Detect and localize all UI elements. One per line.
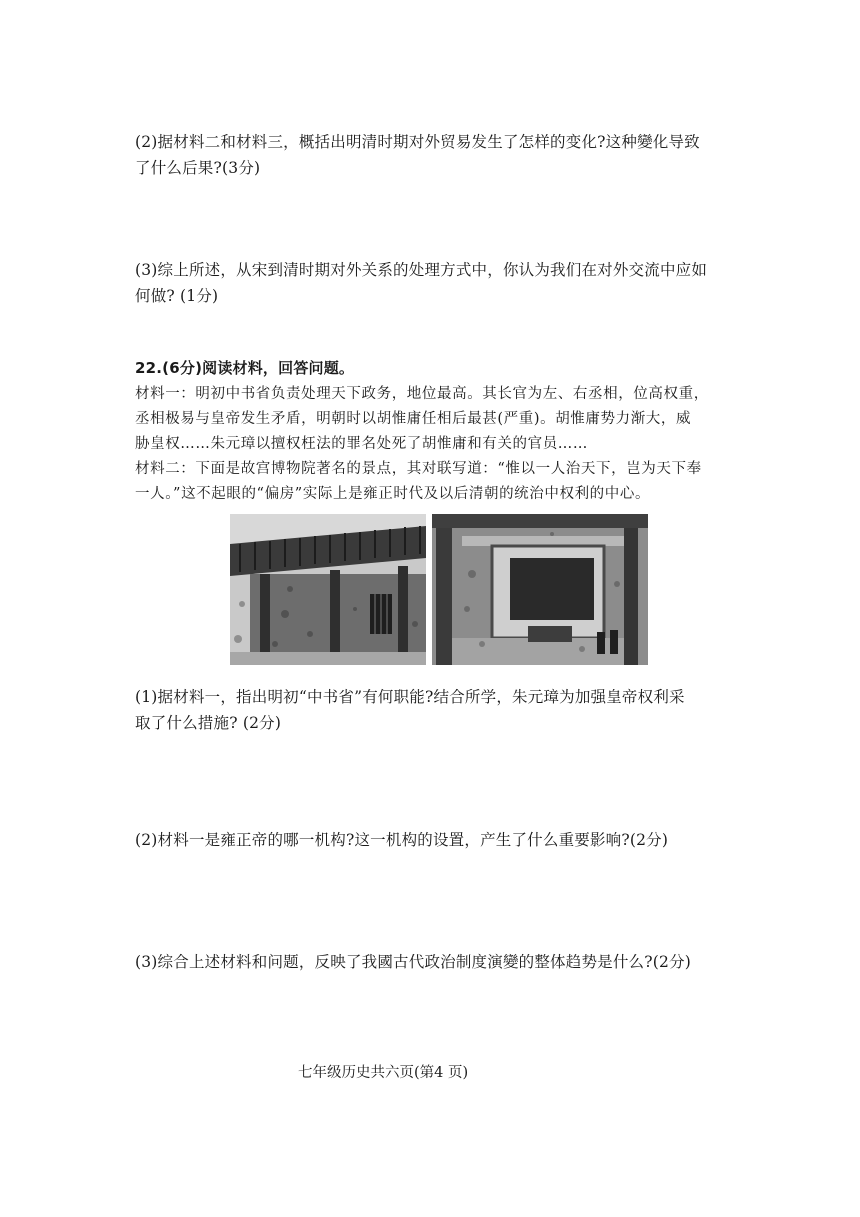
q22-material1-line1: 材料一：明初中书省负责处理天下政务，地位最高。其长官为左、右丞相，位高权重，: [135, 386, 709, 402]
q22-material2-line2: 一人。”这不起眼的“偏房”实际上是雍正时代及以后清朝的统治中权利的中心。: [135, 486, 651, 502]
q22-sub3-line1: (3)综合上述材料和问题，反映了我國古代政治制度演變的整体趋势是什么?(2分): [135, 953, 692, 971]
palace-exterior-photo: [230, 514, 426, 665]
q21-part2-line1: (2)据材料二和材料三，概括出明清时期对外贸易发生了怎样的变化?这种變化导致: [135, 133, 700, 151]
q22-heading: 22.(6分)阅读材料，回答问题。: [135, 359, 355, 377]
q22-material1-line3: 胁皇权……朱元璋以擅权枉法的罪名处死了胡惟庸和有关的官员……: [135, 436, 588, 452]
q22-sub1-line1: (1)据材料一，指出明初“中书省”有何职能?结合所学，朱元璋为加强皇帝权利采: [135, 688, 685, 706]
q21-part3-line1: (3)综上所述，从宋到清时期对外关系的处理方式中，你认为我们在对外交流中应如: [135, 261, 708, 279]
q21-part3-line2: 何做? (1分): [135, 287, 219, 305]
page-footer-text: 七年级历史共六页(第4 页): [298, 1065, 469, 1081]
q22-material2-line1: 材料二：下面是故宫博物院著名的景点，其对联写道：“惟以一人治天下，岂为天下奉: [135, 461, 702, 477]
q22-sub1-line2: 取了什么措施? (2分): [135, 714, 282, 732]
q22-sub2-line1: (2)材料一是雍正帝的哪一机构?这一机构的设置，产生了什么重要影响?(2分): [135, 831, 669, 849]
hall-interior-photo: [432, 514, 648, 665]
q22-material1-line2: 丞相极易与皇帝发生矛盾，明朝时以胡惟庸任相后最甚(严重)。胡惟庸势力渐大，威: [135, 411, 692, 427]
q21-part2-line2: 了什么后果?(3分): [135, 159, 261, 177]
